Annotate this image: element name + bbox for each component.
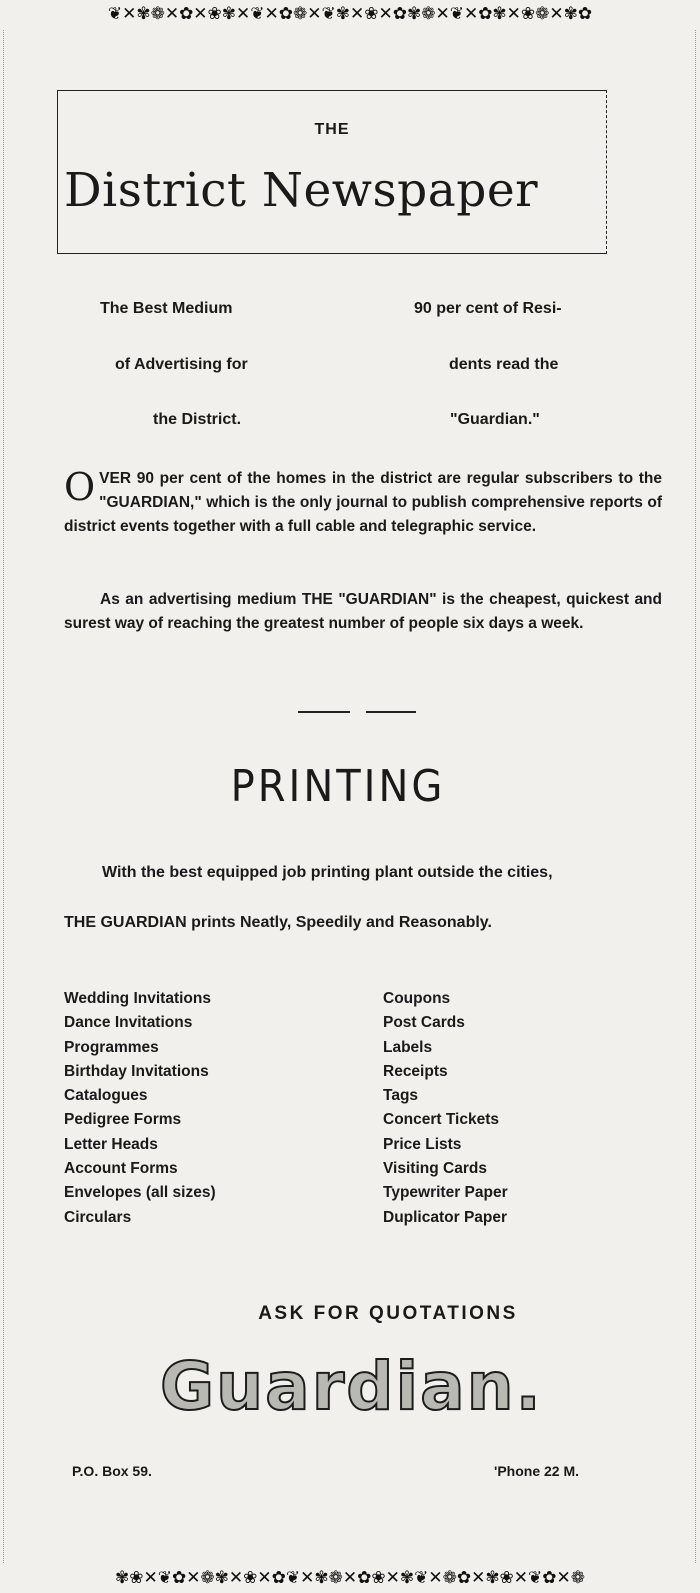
intro-left-line-3: the District. bbox=[153, 411, 242, 428]
list-item: Circulars bbox=[64, 1208, 132, 1226]
section-divider-right bbox=[366, 711, 416, 713]
circulation-paragraph bbox=[64, 467, 662, 539]
intro-right-line-3: "Guardian." bbox=[450, 411, 540, 428]
list-item: Receipts bbox=[383, 1062, 448, 1080]
list-item: Coupons bbox=[383, 990, 451, 1007]
list-item: Tags bbox=[383, 1087, 419, 1105]
list-item: Account Forms bbox=[64, 1160, 178, 1178]
drop-cap: O bbox=[64, 465, 96, 509]
list-item: Programmes bbox=[64, 1038, 159, 1056]
list-item: Concert Tickets bbox=[383, 1111, 500, 1129]
list-item: Pedigree Forms bbox=[64, 1111, 182, 1129]
list-item: Dance Invitations bbox=[64, 1014, 193, 1032]
list-item: Duplicator Paper bbox=[383, 1208, 508, 1226]
printing-intro-line-2: THE GUARDIAN prints Neatly, Speedily and Reasonably. bbox=[64, 914, 492, 931]
right-dotted-rule bbox=[695, 30, 697, 1563]
services-list-left bbox=[64, 987, 216, 1230]
list-item: Wedding Invitations bbox=[64, 990, 211, 1007]
intro-left-line-1: The Best Medium bbox=[100, 300, 233, 317]
section-divider-left bbox=[298, 711, 350, 713]
list-item: Envelopes (all sizes) bbox=[64, 1184, 216, 1202]
intro-right-line-1: 90 per cent of Resi- bbox=[414, 300, 562, 317]
guardian-wordmark: Guardian. bbox=[160, 1348, 543, 1425]
masthead-the: THE bbox=[314, 121, 350, 138]
advertising-paragraph: As an advertising medium THE "GUARDIAN" is the cheapest, quickest and surest way of reaching the greatest number of people six days a week. bbox=[64, 591, 662, 632]
circulation-text: VER 90 per cent of the homes in the district are regular subscribers to the "GUARDIAN," which is the only journal to publish comprehensive reports of district events together with a full cable and telegraphic service. bbox=[64, 470, 662, 535]
list-item: Visiting Cards bbox=[383, 1160, 487, 1178]
services-list-right bbox=[383, 987, 508, 1230]
phone-number: 'Phone 22 M. bbox=[494, 1463, 580, 1479]
printing-intro-line-1: With the best equipped job printing plant outside the cities, bbox=[102, 864, 553, 881]
ask-for-quotations: ASK FOR QUOTATIONS bbox=[258, 1303, 518, 1324]
list-item: Typewriter Paper bbox=[383, 1184, 508, 1202]
masthead-title: District Newspaper bbox=[64, 163, 539, 218]
po-box: P.O. Box 59. bbox=[72, 1463, 152, 1479]
list-item: Birthday Invitations bbox=[64, 1062, 209, 1080]
list-item: Labels bbox=[383, 1038, 433, 1056]
intro-right-line-2: dents read the bbox=[449, 356, 559, 373]
list-item: Price Lists bbox=[383, 1135, 462, 1153]
list-item: Post Cards bbox=[383, 1014, 465, 1032]
intro-left-line-2: of Advertising for bbox=[115, 356, 248, 373]
printing-heading: PRINTING bbox=[230, 762, 446, 812]
top-ornamental-border: ❦✕✾❁✕✿✕❀✾✕❦✕✿❁✕❦✾✕❀✕✿✾❁✕❦✕✿✾✕❀❁✕✾✿ bbox=[107, 4, 593, 24]
list-item: Catalogues bbox=[64, 1087, 148, 1105]
list-item: Letter Heads bbox=[64, 1135, 158, 1153]
masthead-box bbox=[57, 90, 607, 254]
bottom-ornamental-border: ✾❀✕❦✿✕❁✾✕❀✕✿❦✕✾❁✕✿❀✕✾❦✕❁✿✕✾❀✕❦✿✕❁ bbox=[114, 1568, 586, 1588]
